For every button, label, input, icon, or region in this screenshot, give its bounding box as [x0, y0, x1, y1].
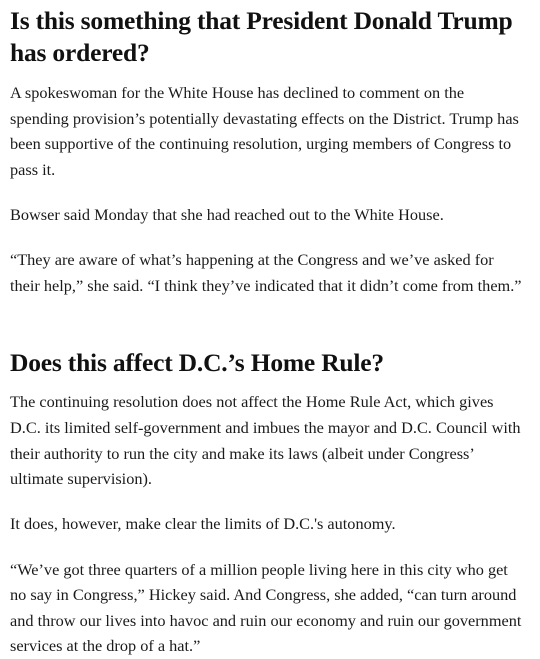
body-paragraph: A spokeswoman for the White House has declined to comment on the spending provision’s potentially devastating effects on the District. Trump has been supportive of the continuing resolution, urging members of Congress to pass it.	[10, 83, 519, 179]
section-heading: Is this something that President Donald Trump has ordered?	[10, 6, 513, 67]
article-body	[10, 0, 526, 659]
body-paragraph: “We’ve got three quarters of a million people living here in this city who get no say in Congress,” Hickey said. And Congress, she added, “can turn around and throw our lives into havoc and ruin our economy and ruin our government services at the drop of a hat.”	[10, 559, 522, 656]
body-paragraph: It does, however, make clear the limits of D.C.'s autonomy.	[10, 514, 396, 534]
body-paragraph: “They are aware of what’s happening at the Congress and we’ve asked for their help,” she said. “I think they’ve indicated that it didn’t come from them.”	[10, 250, 522, 295]
section-heading: Does this affect D.C.’s Home Rule?	[10, 348, 384, 378]
section-trump-order	[10, 0, 526, 298]
body-paragraph: Bowser said Monday that she had reached out to the White House.	[10, 204, 444, 224]
section-home-rule	[10, 347, 526, 659]
body-paragraph: The continuing resolution does not affect the Home Rule Act, which gives D.C. its limited self-government and imbues the mayor and D.C. Council with their authority to run the city and make its laws (albeit under Congress’ ultimate supervision).	[10, 392, 521, 489]
